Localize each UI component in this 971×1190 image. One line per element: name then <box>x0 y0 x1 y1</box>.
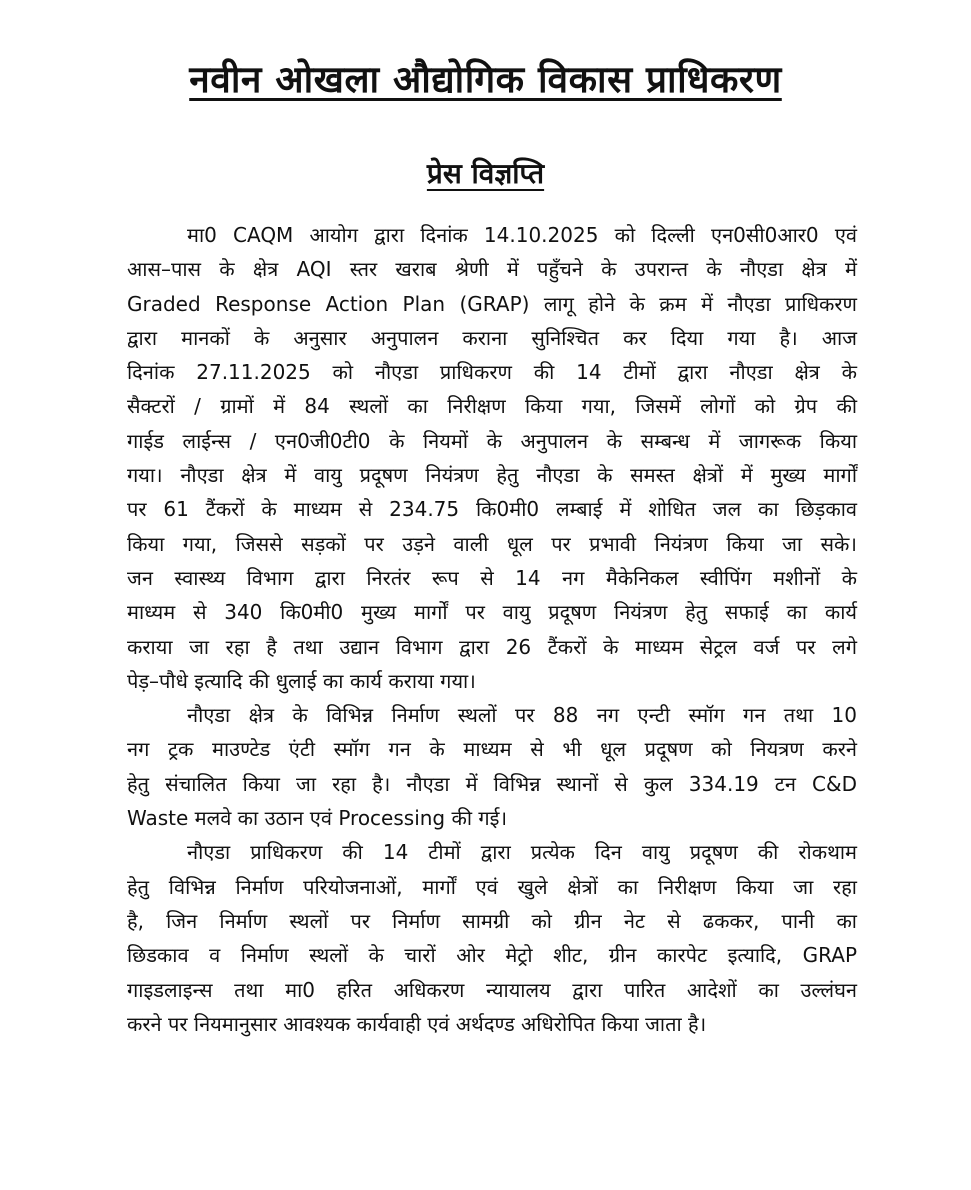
press-release-body <box>127 218 857 1041</box>
paragraph-line: Graded Response Action Plan (GRAP) लागू होने के क्रम में नौएडा प्राधिकरण <box>127 291 857 316</box>
paragraph-line: द्वारा मानकों के अनुसार अनुपालन कराना सुनिश्चित कर दिया गया है। आज <box>127 325 857 350</box>
paragraph-line: नौएडा प्राधिकरण की 14 टीमों द्वारा प्रत्येक दिन वायु प्रदूषण की रोकथाम <box>187 840 857 865</box>
paragraph-line: सैक्टरों / ग्रामों में 84 स्थलों का निरीक्षण किया गया, जिसमें लोगों को ग्रेप की <box>127 394 857 419</box>
paragraph-line: Waste मलवे का उठान एवं Processing की गई। <box>127 806 508 831</box>
paragraph-line: करने पर नियमानुसार आवश्यक कार्यवाही एवं अर्थदण्ड अधिरोपित किया जाता है। <box>127 1011 707 1036</box>
paragraph-line: हेतु विभिन्न निर्माण परियोजनाओं, मार्गों एवं खुले क्षेत्रों का निरीक्षण किया जा रहा <box>127 874 857 899</box>
paragraph-line: हेतु संचालित किया जा रहा है। नौएडा में विभिन्न स्थानों से कुल 334.19 टन C&D <box>127 771 857 796</box>
paragraph-line: नग ट्रक माउण्टेड एंटी स्मॉग गन के माध्यम से भी धूल प्रदूषण को नियत्रण करने <box>127 737 857 762</box>
paragraph-line: है, जिन निर्माण स्थलों पर निर्माण सामग्री को ग्रीन नेट से ढककर, पानी का <box>127 908 857 933</box>
paragraph-line: आस–पास के क्षेत्र AQI स्तर खराब श्रेणी में पहुँचने के उपरान्त के नौएडा क्षेत्र में <box>127 257 857 282</box>
paragraph-line: गया। नौएडा क्षेत्र में वायु प्रदूषण नियंत्रण हेतु नौएडा के समस्त क्षेत्रों में मुख्य मार्गों <box>127 463 857 488</box>
paragraph-line: मा0 CAQM आयोग द्वारा दिनांक 14.10.2025 को दिल्ली एन0सी0आर0 एवं <box>187 223 857 247</box>
paragraph-line: छिडकाव व निर्माण स्थलों के चारों ओर मेट्रो शीट, ग्रीन कारपेट इत्यादि, GRAP <box>127 943 857 968</box>
paragraph-line: पर 61 टैंकरों के माध्यम से 234.75 कि0मी0 लम्बाई में शोधित जल का छिड़काव <box>127 497 857 522</box>
paragraph-line: गाइडलाइन्स तथा मा0 हरित अधिकरण न्यायालय द्वारा पारित आदेशों का उल्लंघन <box>127 977 857 1002</box>
paragraph <box>127 835 857 1041</box>
paragraph-line: किया गया, जिससे सड़कों पर उड़ने वाली धूल पर प्रभावी नियंत्रण किया जा सके। <box>127 531 857 556</box>
paragraph-line: गाईड लाईन्स / एन0जी0टी0 के नियमों के अनुपालन के सम्बन्ध में जागरूक किया <box>127 428 857 453</box>
paragraph-line: दिनांक 27.11.2025 को नौएडा प्राधिकरण की 14 टीमों द्वारा नौएडा क्षेत्र के <box>127 360 857 385</box>
paragraph <box>127 698 857 835</box>
press-release-title: प्रेस विज्ञप्ति <box>426 157 545 190</box>
paragraph <box>127 218 857 698</box>
paragraph-line: कराया जा रहा है तथा उद्यान विभाग द्वारा 26 टैंकरों के माध्यम सेट्रल वर्ज पर लगे <box>127 634 857 659</box>
paragraph-line: जन स्वास्थ्य विभाग द्वारा निरतंर रूप से 14 नग मैकेनिकल स्वीपिंग मशीनों के <box>127 565 857 590</box>
paragraph-line: माध्यम से 340 कि0मी0 मुख्य मार्गों पर वायु प्रदूषण नियंत्रण हेतु सफाई का कार्य <box>127 600 857 625</box>
paragraph-line: पेड़–पौधे इत्यादि की धुलाई का कार्य कराया गया। <box>127 668 476 693</box>
paragraph-line: नौएडा क्षेत्र के विभिन्न निर्माण स्थलों पर 88 नग एन्टी स्मॉग गन तथा 10 <box>187 703 857 728</box>
organization-title: नवीन ओखला औद्योगिक विकास प्राधिकरण <box>189 58 782 101</box>
